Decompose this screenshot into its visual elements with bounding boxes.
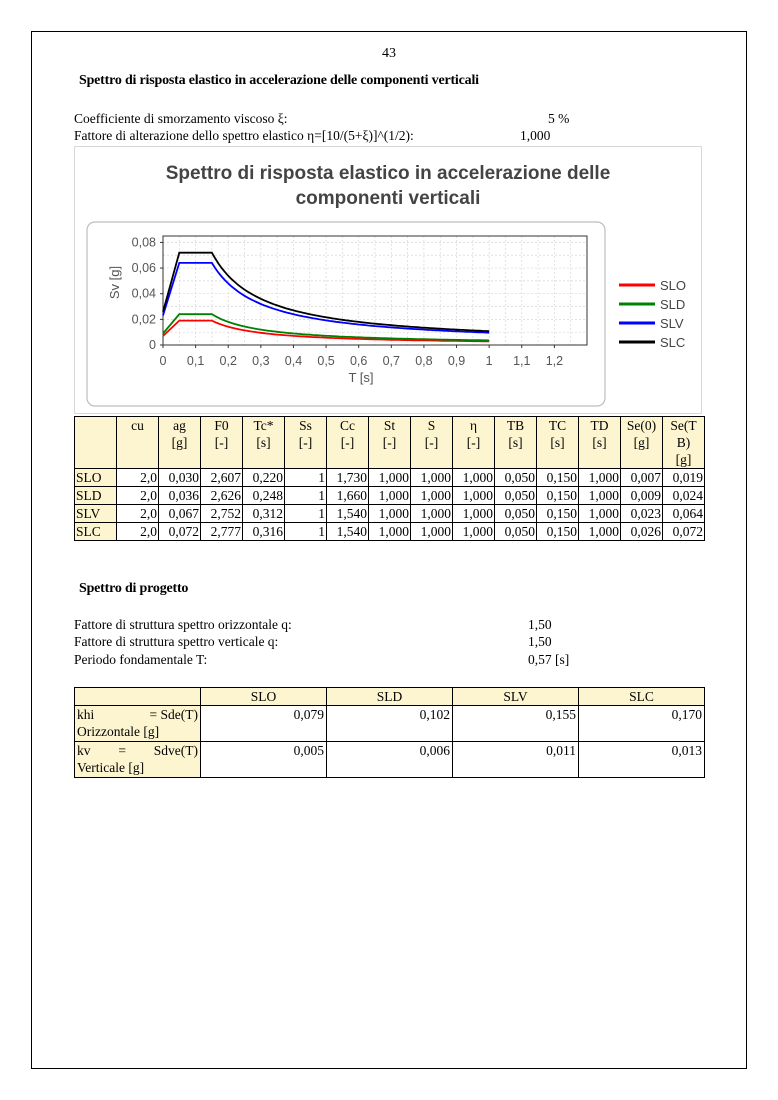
table-cell: 1,000 xyxy=(453,505,495,523)
table-cell: 0,007 xyxy=(621,469,663,487)
page-number: 43 xyxy=(382,46,396,61)
table-cell: 1,540 xyxy=(327,523,369,541)
header-cell: ag [g] xyxy=(159,417,201,469)
table-cell: 1,000 xyxy=(411,469,453,487)
table-cell: 1 xyxy=(285,487,327,505)
row-label-symbol: kv xyxy=(77,743,91,758)
period-value: 0,57 [s] xyxy=(528,652,570,667)
table-row xyxy=(75,505,705,523)
table-cell: 0,102 xyxy=(327,706,453,742)
x-tick-label: 0,9 xyxy=(447,354,466,368)
y-tick-label: 0,04 xyxy=(131,286,156,301)
header-cell: Se(T B) [g] xyxy=(663,417,705,469)
table-cell: 1,000 xyxy=(453,523,495,541)
q-horizontal-label: Fattore di struttura spettro orizzontale q: xyxy=(74,617,292,632)
header-cell: SLO xyxy=(201,688,327,706)
row-label-formula: Sdve(T) xyxy=(153,743,198,758)
x-tick-label: 1,2 xyxy=(545,354,564,368)
table-cell: 1,730 xyxy=(327,469,369,487)
table-cell: 2,0 xyxy=(117,487,159,505)
table-row xyxy=(75,742,705,778)
row-label xyxy=(75,742,201,778)
table-cell: 0,220 xyxy=(243,469,285,487)
y-tick-label: 0 xyxy=(149,338,156,352)
table-row xyxy=(75,469,705,487)
row-label: SLO xyxy=(75,469,117,487)
table-row xyxy=(75,523,705,541)
header-cell: Ss [-] xyxy=(285,417,327,469)
header-cell: Se(0) [g] xyxy=(621,417,663,469)
table-cell: 0,036 xyxy=(159,487,201,505)
table-cell: 0,072 xyxy=(663,523,705,541)
table-cell: 1,000 xyxy=(411,487,453,505)
x-tick-label: 0,7 xyxy=(382,354,401,368)
table-cell: 0,316 xyxy=(243,523,285,541)
y-axis-label: Sv [g] xyxy=(107,265,122,300)
row-label: SLD xyxy=(75,487,117,505)
row-label-formula: = Sde(T) xyxy=(149,707,198,722)
table-cell: 1,660 xyxy=(327,487,369,505)
table-cell: 1,000 xyxy=(369,487,411,505)
table-cell: 0,155 xyxy=(453,706,579,742)
row-label: SLV xyxy=(75,505,117,523)
table-cell: 0,005 xyxy=(201,742,327,778)
section-title-elastic: Spettro di risposta elastico in accelerazione delle componenti verticali xyxy=(79,73,479,88)
x-tick-label: 0,2 xyxy=(219,354,237,368)
table-cell: 0,024 xyxy=(663,487,705,505)
table-cell: 1,000 xyxy=(579,523,621,541)
table-cell: 2,0 xyxy=(117,505,159,523)
table-cell: 1,000 xyxy=(579,487,621,505)
q-vertical-label: Fattore di struttura spettro verticale q: xyxy=(74,634,279,649)
legend-label-slv: SLV xyxy=(660,316,684,331)
table-cell: 1,000 xyxy=(453,487,495,505)
table-cell: 1,540 xyxy=(327,505,369,523)
chart-title-line1: Spettro di risposta elastico in accelerazione delle xyxy=(165,163,611,184)
parameters-table xyxy=(74,416,705,541)
legend-label-slc: SLC xyxy=(660,335,686,350)
table-cell: 2,0 xyxy=(117,523,159,541)
table-cell: 0,248 xyxy=(243,487,285,505)
table-cell: 0,006 xyxy=(327,742,453,778)
chart-title-line2: componenti verticali xyxy=(295,188,481,209)
row-label-desc: Orizzontale [g] xyxy=(77,724,160,739)
section-title-design: Spettro di progetto xyxy=(79,581,189,596)
table-cell: 2,607 xyxy=(201,469,243,487)
header-cell: TC [s] xyxy=(537,417,579,469)
header-cell: cu xyxy=(117,417,159,469)
spectrum-chart-svg xyxy=(75,147,701,413)
header-cell: Cc [-] xyxy=(327,417,369,469)
legend-label-sld: SLD xyxy=(660,297,686,312)
y-tick-label: 0,08 xyxy=(131,235,156,250)
table-cell: 1,000 xyxy=(369,523,411,541)
table-cell: 0,050 xyxy=(495,469,537,487)
table-cell: 0,079 xyxy=(201,706,327,742)
x-tick-label: 0,6 xyxy=(349,354,368,368)
header-cell xyxy=(75,417,117,469)
x-axis-label: T [s] xyxy=(348,370,374,385)
table-cell: 1,000 xyxy=(369,469,411,487)
table-cell: 0,150 xyxy=(537,469,579,487)
design-table xyxy=(74,687,705,778)
table-cell: 0,030 xyxy=(159,469,201,487)
header-cell: η [-] xyxy=(453,417,495,469)
legend-label-slo: SLO xyxy=(660,278,687,293)
row-label-equals: = xyxy=(118,743,126,758)
damping-label: Coefficiente di smorzamento viscoso ξ: xyxy=(74,111,288,126)
damping-value: 5 % xyxy=(548,111,570,126)
table-cell: 2,752 xyxy=(201,505,243,523)
row-label-desc: Verticale [g] xyxy=(77,760,145,775)
row-label: SLC xyxy=(75,523,117,541)
table-cell: 0,067 xyxy=(159,505,201,523)
eta-value: 1,000 xyxy=(520,128,551,143)
x-tick-label: 0,4 xyxy=(284,354,303,368)
y-tick-label: 0,02 xyxy=(131,312,156,327)
table-cell: 1,000 xyxy=(579,469,621,487)
table-cell: 0,150 xyxy=(537,505,579,523)
x-tick-label: 0 xyxy=(159,354,167,368)
table-cell: 0,064 xyxy=(663,505,705,523)
table-cell: 0,150 xyxy=(537,523,579,541)
header-cell: SLD xyxy=(327,688,453,706)
table-cell: 1,000 xyxy=(411,523,453,541)
x-tick-label: 0,5 xyxy=(317,354,335,368)
table-cell: 2,0 xyxy=(117,469,159,487)
table-cell: 2,777 xyxy=(201,523,243,541)
table-cell: 1,000 xyxy=(579,505,621,523)
header-cell: TD [s] xyxy=(579,417,621,469)
table-cell: 0,013 xyxy=(579,742,705,778)
table-cell: 1,000 xyxy=(369,505,411,523)
header-cell: SLV xyxy=(453,688,579,706)
table-cell: 1 xyxy=(285,469,327,487)
table-cell: 0,170 xyxy=(579,706,705,742)
eta-label: Fattore di alterazione dello spettro elastico η=[10/(5+ξ)]^(1/2): xyxy=(74,128,414,143)
table-cell: 0,011 xyxy=(453,742,579,778)
header-cell: SLC xyxy=(579,688,705,706)
table-cell: 1 xyxy=(285,523,327,541)
q-horizontal-value: 1,50 xyxy=(528,617,552,632)
x-tick-label: 0,3 xyxy=(252,354,270,368)
period-label: Periodo fondamentale T: xyxy=(74,652,208,667)
y-tick-label: 0,06 xyxy=(131,261,156,276)
header-cell: St [-] xyxy=(369,417,411,469)
q-vertical-value: 1,50 xyxy=(528,634,552,649)
x-tick-label: 0,8 xyxy=(415,354,433,368)
spectrum-chart xyxy=(74,146,702,414)
table-cell: 0,050 xyxy=(495,505,537,523)
table-row xyxy=(75,706,705,742)
table-cell: 0,023 xyxy=(621,505,663,523)
table-row xyxy=(75,487,705,505)
header-cell: F0 [-] xyxy=(201,417,243,469)
x-tick-label: 1,1 xyxy=(513,354,531,368)
table-cell: 0,072 xyxy=(159,523,201,541)
row-label xyxy=(75,706,201,742)
row-label-symbol: khi xyxy=(77,707,95,722)
table-cell: 0,009 xyxy=(621,487,663,505)
x-tick-label: 1 xyxy=(485,354,493,368)
table-cell: 1 xyxy=(285,505,327,523)
header-cell xyxy=(75,688,201,706)
table-cell: 0,150 xyxy=(537,487,579,505)
table-cell: 0,019 xyxy=(663,469,705,487)
table-cell: 0,312 xyxy=(243,505,285,523)
table-cell: 0,050 xyxy=(495,523,537,541)
header-cell: S [-] xyxy=(411,417,453,469)
header-cell: Tc* [s] xyxy=(243,417,285,469)
table-cell: 1,000 xyxy=(411,505,453,523)
table-cell: 2,626 xyxy=(201,487,243,505)
table-cell: 0,050 xyxy=(495,487,537,505)
table-cell: 1,000 xyxy=(453,469,495,487)
x-tick-label: 0,1 xyxy=(186,354,205,368)
header-cell: TB [s] xyxy=(495,417,537,469)
table-cell: 0,026 xyxy=(621,523,663,541)
